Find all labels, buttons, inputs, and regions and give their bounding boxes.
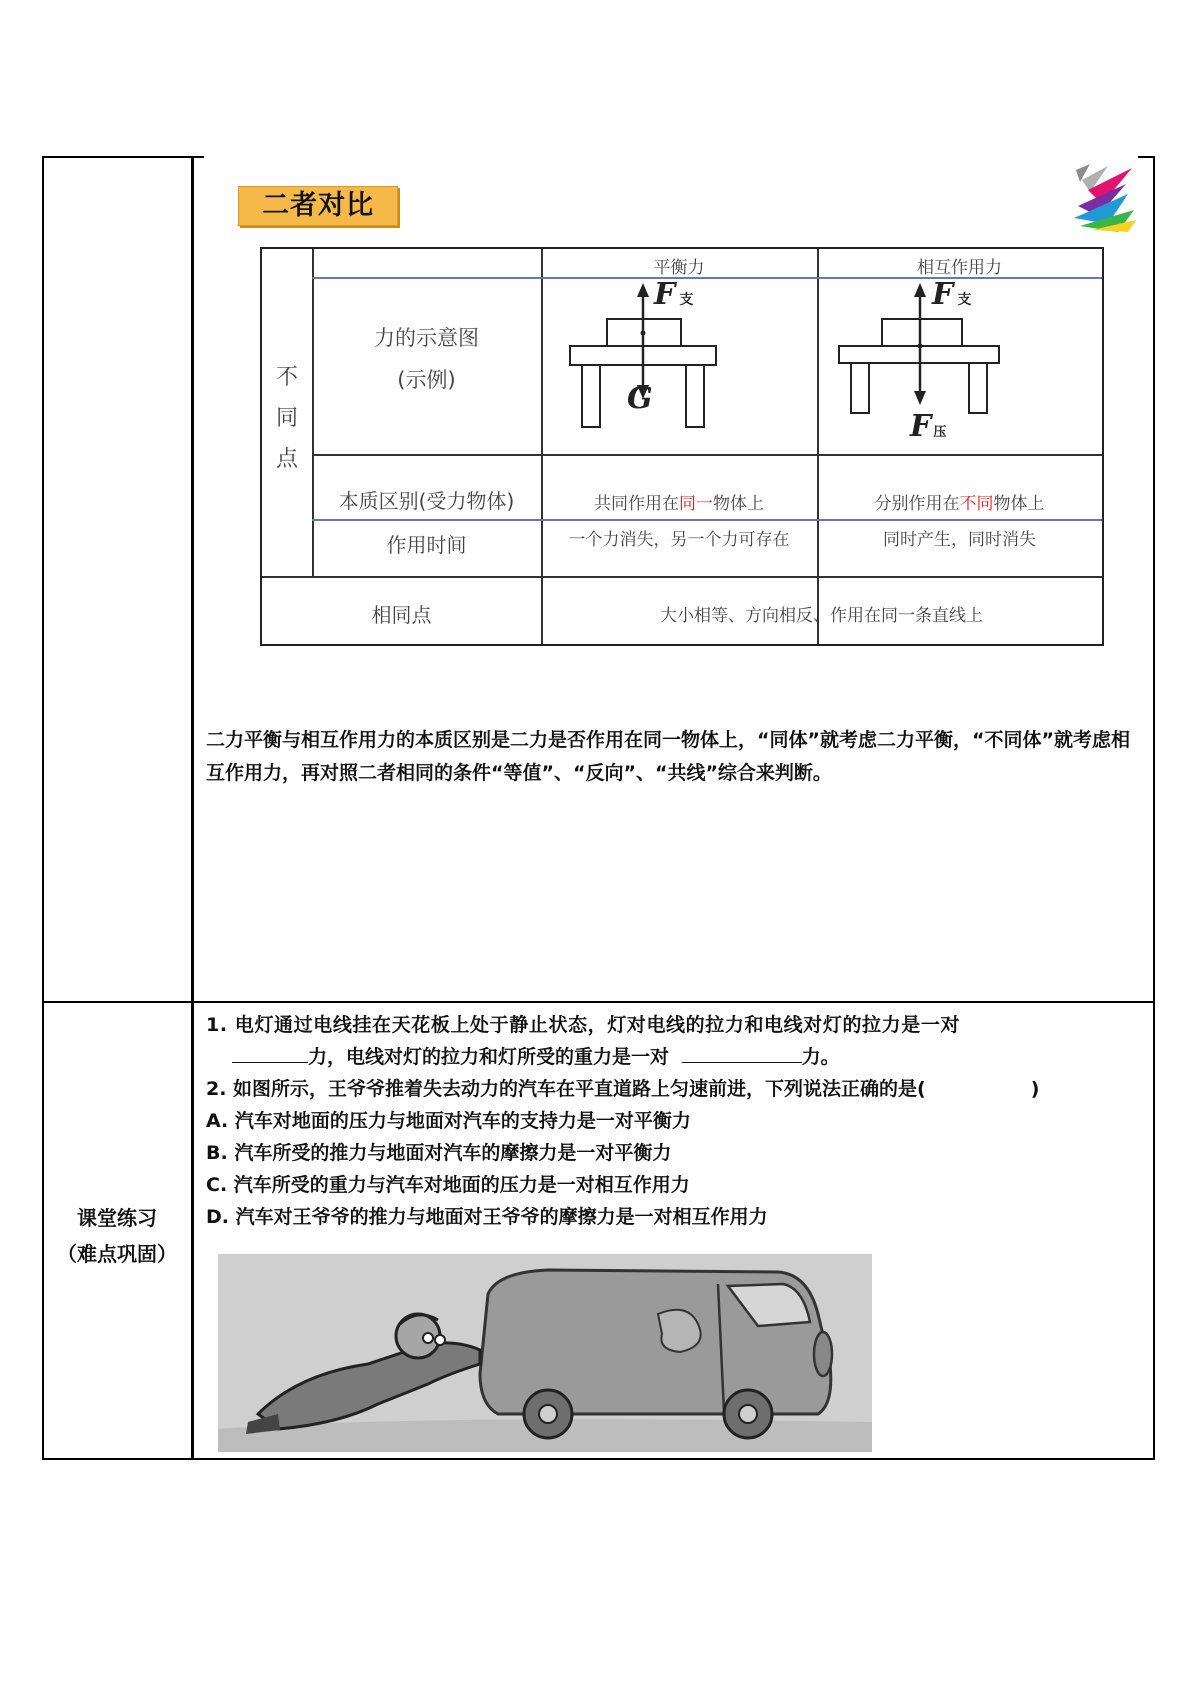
table-vline [312,249,314,576]
question-2-stem [206,1074,1039,1101]
row-label: (示例) [397,368,456,392]
frame-top-border [42,156,204,158]
essence-label: 本质区别(受力物体) [338,489,515,513]
force-subscript: 支 [957,292,972,308]
balance-top-force-label [654,277,693,312]
time-balance: 一个力消失，另一个力可存在 [568,530,790,550]
text: 共同作用在 [594,494,679,514]
text: 2. 如图所示，王爷爷推着失去动力的汽车在平直道路上匀速前进，下列说法正确的是( [206,1078,926,1100]
answer-blank-2[interactable] [682,1062,802,1063]
same-label: 相同点 [371,603,432,627]
text: 力，电线对灯的拉力和灯所受的重力是一对 [308,1046,670,1068]
force-symbol: F [654,277,676,312]
force-subscript: 压 [933,425,947,440]
text: 分别作用在 [874,494,960,514]
summary-paragraph: 二力平衡与相互作用力的本质区别是二力是否作用在同一物体上，“同体”就考虑二力平衡，“不同体”就考虑相互作用力，再对照二者相同的条件“等值”、“反向”、“共线”综合来判断。 [206,729,1130,784]
row-label: 力的示意图 [374,326,479,350]
practice-section-label [42,1200,192,1272]
table-hline [312,519,1102,521]
text: 力。 [801,1046,840,1068]
text: 物体上 [713,494,764,514]
diff-char: 同 [275,406,298,431]
frame-top-border-right [1138,156,1155,158]
essence-balance [541,489,817,514]
frame-row-divider [42,1001,1155,1003]
question-1-line-1: 1. 电灯通过电线挂在天花板上处于静止状态，灯对电线的拉力和电线对灯的拉力是一对 [206,1014,961,1036]
diff-char: 点 [275,447,298,472]
table-hline [312,454,1102,456]
interaction-bottom-force-label [910,409,946,444]
frame-right-border [1153,156,1155,1460]
option-c: C. 汽车所受的重力与汽车对地面的压力是一对相互作用力 [206,1174,690,1196]
text: ) [1030,1078,1040,1100]
option-a: A. 汽车对地面的压力与地面对汽车的支持力是一对平衡力 [206,1110,691,1132]
header-balance-force: 平衡力 [653,258,705,278]
balance-bottom-force-label: G [627,381,653,416]
header-interaction-force: 相互作用力 [917,258,1002,278]
time-interaction: 同时产生，同时消失 [883,530,1036,550]
highlight-text: 不同 [959,494,994,514]
grandpa-pushing-van-illustration [218,1254,872,1452]
force-diagram-label [312,317,541,401]
same-value: 大小相等、方向相反、作用在同一条直线上 [660,606,983,626]
force-symbol: F [910,409,932,444]
interaction-top-force-label [932,277,971,312]
option-d: D. 汽车对王爷爷的推力与地面对王爷爷的摩擦力是一对相互作用力 [206,1206,768,1228]
label-line: 课堂练习 [77,1206,157,1230]
diff-char: 不 [275,365,298,390]
table-vline [817,249,819,644]
essence-interaction [817,489,1102,514]
section-title: 二者对比 [238,186,398,226]
force-symbol: F [932,277,954,312]
text: 物体上 [993,494,1045,514]
force-subscript: 支 [679,292,694,308]
table-vline [541,249,543,644]
comparison-table [260,247,1104,646]
question-1-line-2 [232,1042,840,1069]
answer-blank-1[interactable] [232,1062,308,1063]
frame-bottom-border [42,1458,1155,1460]
label-line: （难点巩固） [57,1242,177,1266]
highlight-text: 同一 [679,494,713,514]
table-hline [262,576,1102,578]
time-label: 作用时间 [386,533,467,557]
diff-label [262,357,312,480]
option-b: B. 汽车所受的推力与地面对汽车的摩擦力是一对平衡力 [206,1142,672,1164]
publisher-logo [1068,160,1140,232]
